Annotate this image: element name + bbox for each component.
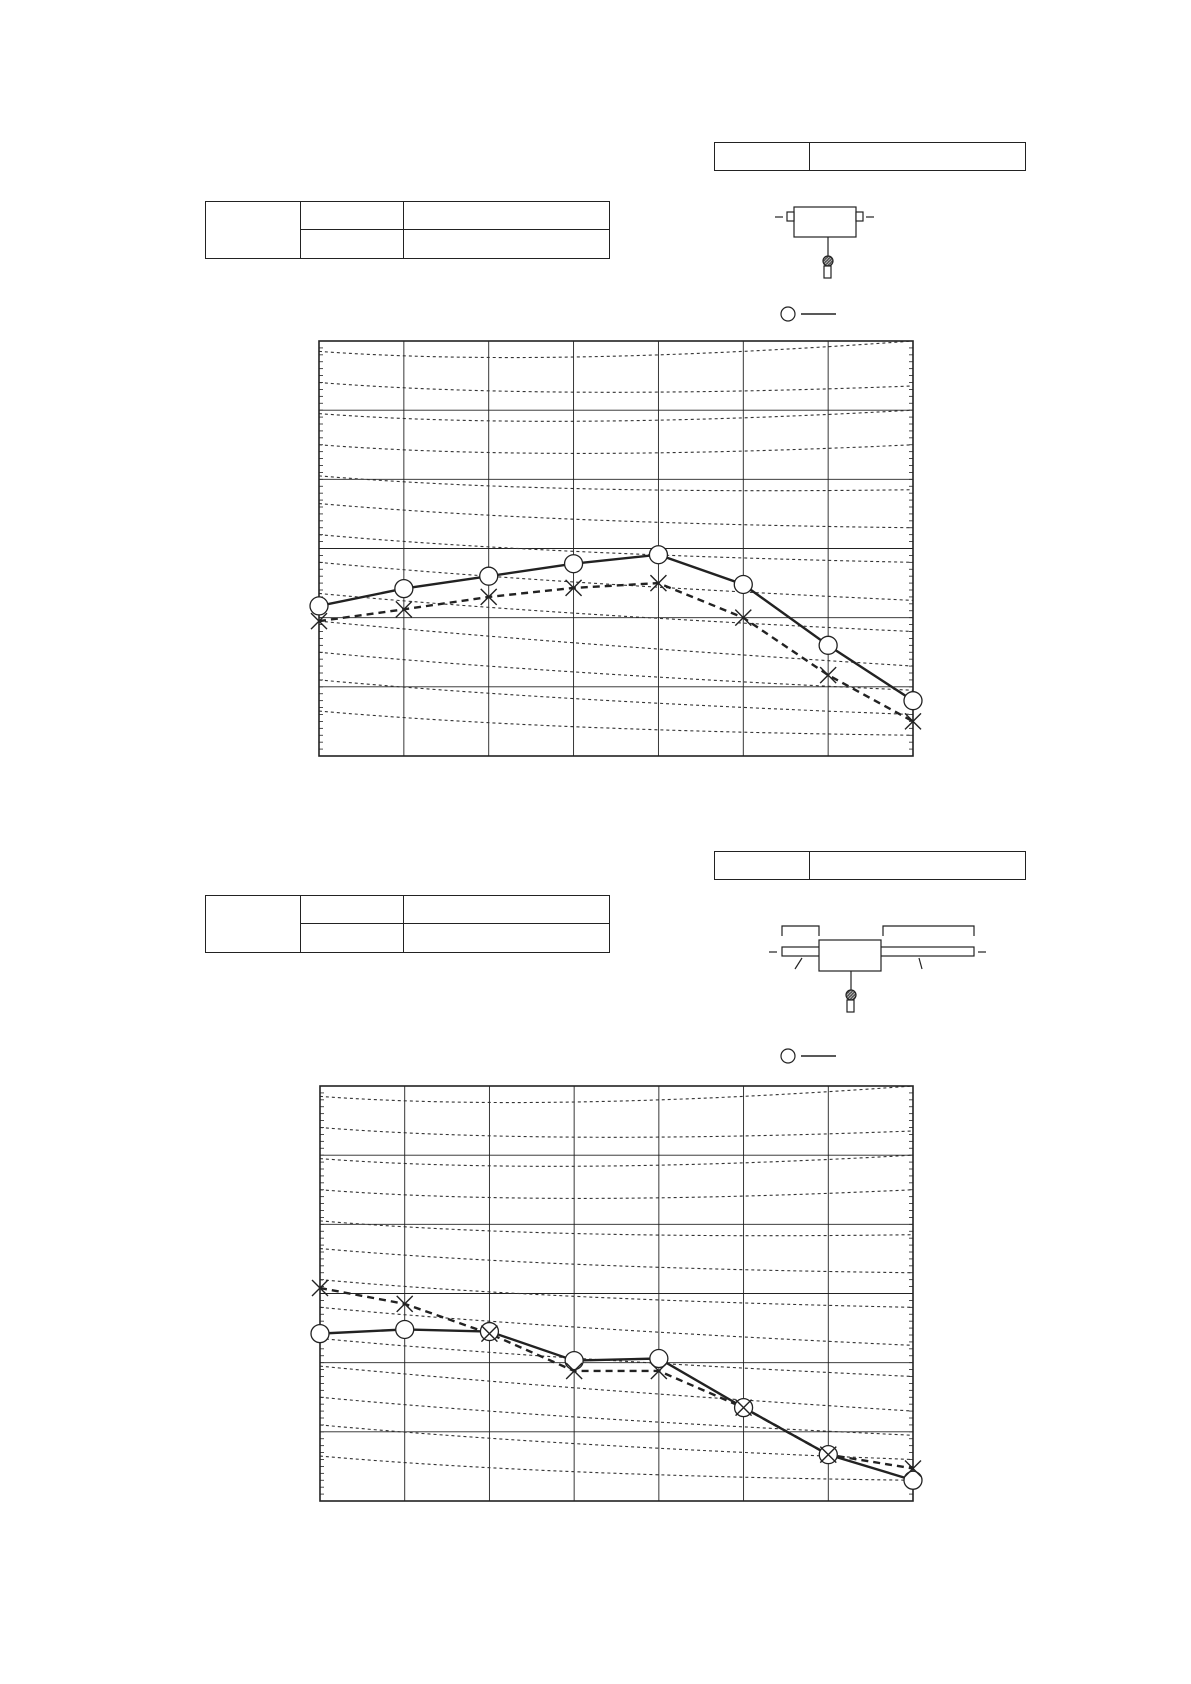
reference-curve bbox=[320, 1086, 913, 1103]
data-point-circle bbox=[904, 692, 922, 710]
reference-curve bbox=[319, 711, 913, 735]
data-point-circle bbox=[311, 1325, 329, 1343]
legend-1 bbox=[781, 307, 836, 321]
unit-diagram-1 bbox=[775, 207, 874, 278]
data-point-circle bbox=[734, 575, 752, 593]
reference-curve bbox=[319, 504, 913, 528]
connector-plug-2 bbox=[847, 1000, 854, 1012]
right-dimension-2 bbox=[883, 926, 974, 936]
legend-circle-icon-2 bbox=[781, 1049, 795, 1063]
condition-table-2-row2-key bbox=[300, 923, 405, 953]
condition-table-2-row1-value bbox=[403, 895, 610, 925]
data-point-circle bbox=[649, 546, 667, 564]
left-dimension-2 bbox=[782, 926, 819, 936]
reference-curve bbox=[320, 1397, 913, 1435]
sensor-node-2 bbox=[846, 990, 856, 1000]
reference-curves bbox=[319, 341, 913, 735]
condition-table-2-header bbox=[205, 895, 302, 953]
spec-table-2-value bbox=[809, 851, 1026, 880]
reference-curve bbox=[320, 1221, 913, 1236]
reference-curve bbox=[320, 1128, 913, 1138]
left-leader-2 bbox=[795, 958, 802, 969]
data-point-circle bbox=[310, 597, 328, 615]
right-port-1 bbox=[856, 212, 863, 221]
connector-plug-1 bbox=[824, 266, 831, 278]
reference-curve bbox=[319, 383, 913, 393]
reference-curve bbox=[320, 1155, 913, 1166]
data-point-circle bbox=[565, 555, 583, 573]
reference-curves bbox=[320, 1086, 913, 1480]
data-point-circle bbox=[480, 567, 498, 585]
right-leader-2 bbox=[919, 958, 922, 969]
left-port-1 bbox=[787, 212, 794, 221]
chart-2 bbox=[311, 1086, 922, 1501]
reference-curve bbox=[320, 1190, 913, 1199]
data-point-circle bbox=[565, 1352, 583, 1370]
reference-curve bbox=[320, 1366, 913, 1411]
data-point-circle bbox=[819, 636, 837, 654]
reference-curve bbox=[319, 476, 913, 491]
unit-diagram-2 bbox=[769, 926, 986, 1012]
legend-circle-icon-1 bbox=[781, 307, 795, 321]
spec-table-2-label bbox=[714, 851, 811, 880]
reference-curve bbox=[319, 410, 913, 421]
reference-curve bbox=[319, 680, 913, 715]
unit-body-1 bbox=[794, 207, 856, 237]
reference-curve bbox=[319, 445, 913, 454]
unit-body-2 bbox=[819, 940, 881, 971]
chart-1 bbox=[310, 341, 922, 756]
legend-2 bbox=[781, 1049, 836, 1063]
reference-curve bbox=[320, 1249, 913, 1273]
reference-curve bbox=[319, 593, 913, 631]
sensor-node-1 bbox=[823, 256, 833, 266]
data-point-circle bbox=[480, 1323, 498, 1341]
condition-table-2-row2-value bbox=[403, 923, 610, 953]
data-point-circle bbox=[396, 1320, 414, 1338]
condition-table-2-row1-key bbox=[300, 895, 405, 925]
data-point-circle bbox=[395, 580, 413, 598]
reference-curve bbox=[319, 341, 913, 358]
series-line-cross bbox=[320, 1288, 913, 1469]
reference-curve bbox=[320, 1338, 913, 1376]
